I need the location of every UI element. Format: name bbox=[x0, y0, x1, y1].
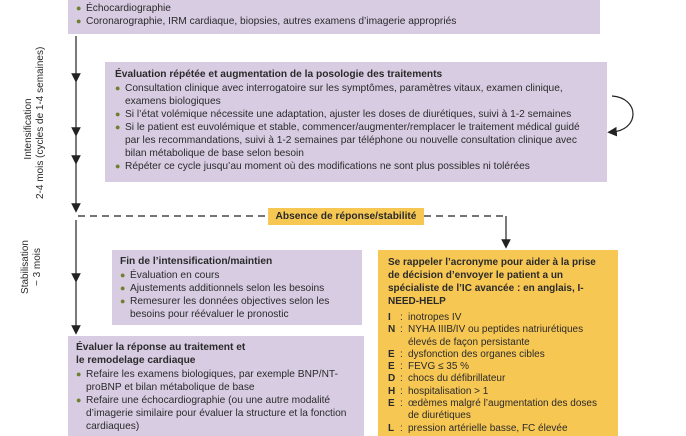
acronym-item: E : œdèmes malgré l’augmentation des doses de diurétiques bbox=[388, 398, 597, 422]
acronym-intro: Se rappeler l’acronyme pour aider à la prise de décision d’envoyer le patient a un spécialiste de l’IC avancée : en anglais, I-NEED-HELP bbox=[388, 257, 596, 307]
acronym-item: D : chocs du défibrillateur bbox=[388, 373, 506, 385]
list-item: ● Remesurer les données objectives selon les besoins pour réévaluer le pronostic bbox=[120, 296, 330, 320]
acronym-item: N : NYHA IIIB/IV ou peptides natriurétiques élevés de façon persistante bbox=[388, 324, 584, 348]
repeat-cycle-arrow bbox=[612, 96, 633, 132]
list-item: ● Évaluation en cours bbox=[120, 270, 220, 281]
list-item: ● Refaire les examens biologiques, par exemple BNP/NT-proBNP et bilan métabolique de base bbox=[76, 369, 338, 393]
list-item: ● Refaire une échocardiographie (ou une autre modalité d’imagerie similaire pour évaluer la structure et la fonction cardiaques) bbox=[76, 395, 347, 432]
acronym-item: E : FEVG ≤ 35 % bbox=[388, 361, 470, 373]
maintenance-box bbox=[112, 250, 362, 325]
response-title: Évaluer la réponse au traitement et le remodelage cardiaque bbox=[76, 342, 246, 366]
list-item: ● Si le patient est euvolémique et stable, commencer/augmenter/remplacer le traitement médical guidé par les recommandations, suivi à 1-2 semaines par téléphone ou nouvelle consultation clinique avec bilan métabolique de base selon besoin bbox=[115, 122, 580, 159]
intensification-label: Intensification 2-4 mois (cycles de 1-4 semaines) bbox=[23, 46, 46, 199]
acronym-item: I : inotropes IV bbox=[388, 312, 462, 323]
evaluation-title: Évaluation répétée et augmentation de la posologie des traitements bbox=[115, 69, 443, 80]
maintenance-title: Fin de l’intensification/maintien bbox=[120, 256, 273, 267]
list-item: ● Consultation clinique avec interrogatoire sur les symptômes, paramètres vitaux, examen clinique, examens biologiques bbox=[115, 83, 563, 107]
acronym-item: H : hospitalisation > 1 bbox=[388, 385, 489, 397]
evaluation-box bbox=[105, 62, 607, 182]
acronym-item: E : dysfonction des organes cibles bbox=[388, 348, 545, 360]
list-item: ● Répéter ce cycle jusqu’au moment où des modifications ne sont plus possibles ni tolérées bbox=[115, 161, 530, 172]
list-item: ● Échocardiographie bbox=[76, 3, 171, 14]
list-item: ● Si l’état volémique nécessite une adaptation, ajuster les doses de diurétiques, suivi à 1-2 semaines bbox=[115, 109, 572, 120]
list-item: ● Coronarographie, IRM cardiaque, biopsies, autres examens d’imagerie appropriés bbox=[76, 16, 457, 27]
stabilisation-label: Stabilisation ~ 3 mois bbox=[20, 240, 43, 294]
response-box bbox=[68, 336, 364, 436]
list-item: ● Ajustements additionnels selon les besoins bbox=[120, 283, 325, 294]
acronym-box bbox=[378, 250, 618, 436]
diagnostic-box bbox=[68, 0, 600, 34]
acronym-list bbox=[388, 312, 608, 435]
acronym-item: L : pression artérielle basse, FC élevée bbox=[388, 422, 568, 434]
absence-label: Absence de réponse/stabilité bbox=[268, 208, 424, 225]
